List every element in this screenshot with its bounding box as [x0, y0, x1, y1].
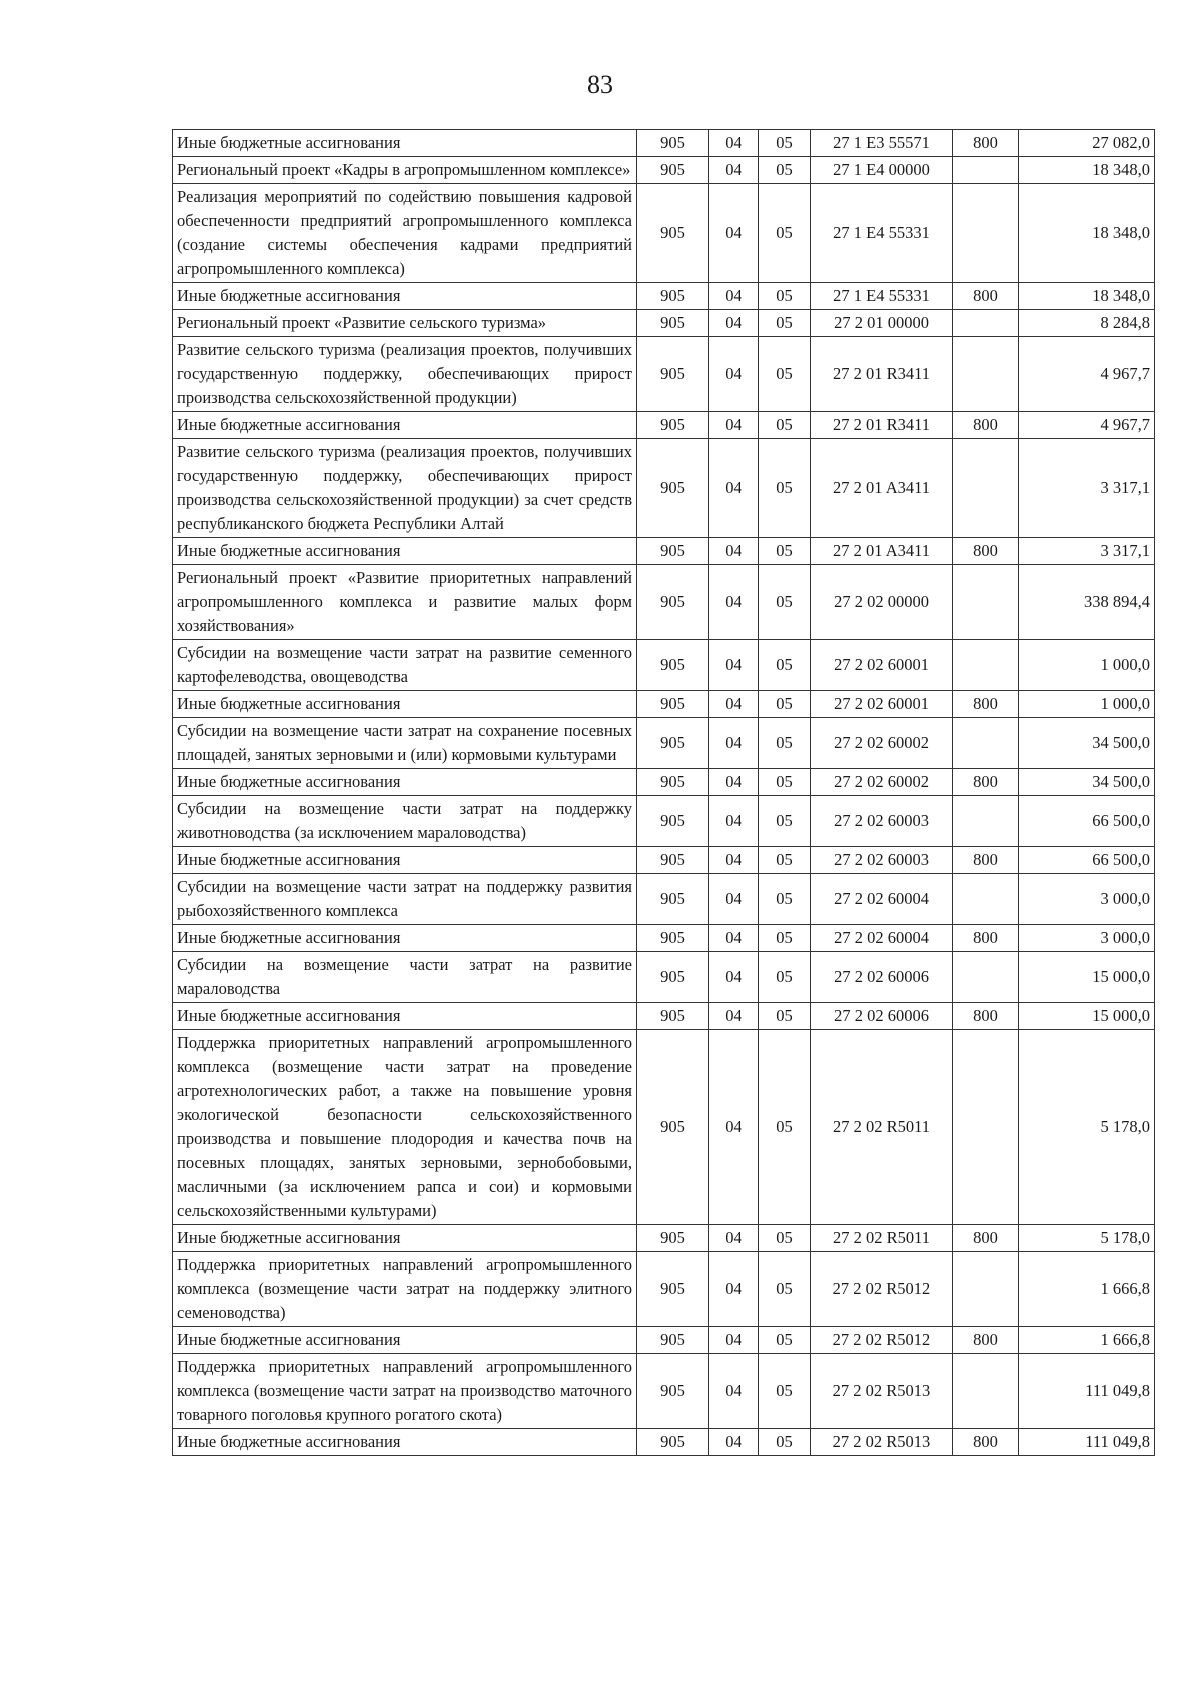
subsection-code-cell: 05: [759, 439, 811, 538]
expense-type-cell: 800: [953, 538, 1019, 565]
table-row: [173, 337, 1155, 412]
grbs-code-cell: 905: [637, 1003, 709, 1030]
subsection-code-cell: 05: [759, 925, 811, 952]
amount-cell: 15 000,0: [1019, 952, 1155, 1003]
subsection-code-cell: 05: [759, 1429, 811, 1456]
expense-type-cell: [953, 565, 1019, 640]
target-article-cell: 27 2 01 R3411: [811, 337, 953, 412]
expense-type-cell: [953, 184, 1019, 283]
grbs-code-cell: 905: [637, 640, 709, 691]
target-article-cell: 27 2 01 A3411: [811, 538, 953, 565]
subsection-code-cell: 05: [759, 1030, 811, 1225]
grbs-code-cell: 905: [637, 565, 709, 640]
amount-cell: 1 666,8: [1019, 1327, 1155, 1354]
target-article-cell: 27 2 01 R3411: [811, 412, 953, 439]
section-code-cell: 04: [709, 952, 759, 1003]
target-article-cell: 27 2 02 R5012: [811, 1252, 953, 1327]
row-name-cell: Иные бюджетные ассигнования: [173, 691, 637, 718]
grbs-code-cell: 905: [637, 1030, 709, 1225]
section-code-cell: 04: [709, 130, 759, 157]
page-number: 83: [587, 70, 613, 99]
expense-type-cell: 800: [953, 691, 1019, 718]
amount-cell: 3 317,1: [1019, 538, 1155, 565]
subsection-code-cell: 05: [759, 283, 811, 310]
section-code-cell: 04: [709, 640, 759, 691]
target-article-cell: 27 2 02 60006: [811, 1003, 953, 1030]
section-code-cell: 04: [709, 157, 759, 184]
grbs-code-cell: 905: [637, 337, 709, 412]
amount-cell: 5 178,0: [1019, 1030, 1155, 1225]
subsection-code-cell: 05: [759, 1354, 811, 1429]
row-name-cell: Иные бюджетные ассигнования: [173, 1003, 637, 1030]
expense-type-cell: 800: [953, 283, 1019, 310]
grbs-code-cell: 905: [637, 691, 709, 718]
amount-cell: 3 317,1: [1019, 439, 1155, 538]
subsection-code-cell: 05: [759, 538, 811, 565]
target-article-cell: 27 1 E4 00000: [811, 157, 953, 184]
target-article-cell: 27 2 02 60002: [811, 718, 953, 769]
grbs-code-cell: 905: [637, 157, 709, 184]
row-name-cell: Субсидии на возмещение части затрат на поддержку животноводства (за исключением мараловодства): [173, 796, 637, 847]
expense-type-cell: 800: [953, 1429, 1019, 1456]
amount-cell: 15 000,0: [1019, 1003, 1155, 1030]
subsection-code-cell: 05: [759, 130, 811, 157]
target-article-cell: 27 2 02 60004: [811, 925, 953, 952]
grbs-code-cell: 905: [637, 439, 709, 538]
section-code-cell: 04: [709, 1252, 759, 1327]
table-row: [173, 283, 1155, 310]
row-name-cell: Субсидии на возмещение части затрат на развитие мараловодства: [173, 952, 637, 1003]
target-article-cell: 27 2 02 R5013: [811, 1354, 953, 1429]
table-row: [173, 1429, 1155, 1456]
section-code-cell: 04: [709, 874, 759, 925]
expense-type-cell: [953, 337, 1019, 412]
expense-type-cell: [953, 952, 1019, 1003]
section-code-cell: 04: [709, 1030, 759, 1225]
target-article-cell: 27 1 E4 55331: [811, 184, 953, 283]
table-row: [173, 847, 1155, 874]
table-row: [173, 796, 1155, 847]
target-article-cell: 27 1 E3 55571: [811, 130, 953, 157]
section-code-cell: 04: [709, 310, 759, 337]
row-name-cell: Региональный проект «Кадры в агропромышленном комплексе»: [173, 157, 637, 184]
row-name-cell: Поддержка приоритетных направлений агропромышленного комплекса (возмещение части затрат на проведение агротехнологических работ, а также на повышение уровня экологической безопасности сельскохозяйственного производства и повышение плодородия и качества почв на посевных площадях, занятых зерновыми, зернобобовыми, масличными (за исключением рапса и сои) и кормовыми сельскохозяйственными культурами): [173, 1030, 637, 1225]
target-article-cell: 27 2 02 R5012: [811, 1327, 953, 1354]
row-name-cell: Региональный проект «Развитие приоритетных направлений агропромышленного комплекса и развитие малых форм хозяйствования»: [173, 565, 637, 640]
grbs-code-cell: 905: [637, 952, 709, 1003]
table-row: [173, 412, 1155, 439]
grbs-code-cell: 905: [637, 847, 709, 874]
expense-type-cell: [953, 1252, 1019, 1327]
row-name-cell: Субсидии на возмещение части затрат на сохранение посевных площадей, занятых зерновыми и (или) кормовыми культурами: [173, 718, 637, 769]
target-article-cell: 27 2 02 60003: [811, 796, 953, 847]
table-row: [173, 769, 1155, 796]
target-article-cell: 27 2 02 R5011: [811, 1225, 953, 1252]
amount-cell: 18 348,0: [1019, 184, 1155, 283]
grbs-code-cell: 905: [637, 769, 709, 796]
budget-table-body: [173, 130, 1155, 1456]
row-name-cell: Поддержка приоритетных направлений агропромышленного комплекса (возмещение части затрат на поддержку элитного семеноводства): [173, 1252, 637, 1327]
subsection-code-cell: 05: [759, 640, 811, 691]
subsection-code-cell: 05: [759, 1225, 811, 1252]
target-article-cell: 27 2 02 60006: [811, 952, 953, 1003]
expense-type-cell: 800: [953, 1003, 1019, 1030]
grbs-code-cell: 905: [637, 718, 709, 769]
target-article-cell: 27 2 02 R5013: [811, 1429, 953, 1456]
grbs-code-cell: 905: [637, 412, 709, 439]
subsection-code-cell: 05: [759, 412, 811, 439]
expense-type-cell: [953, 157, 1019, 184]
section-code-cell: 04: [709, 337, 759, 412]
section-code-cell: 04: [709, 412, 759, 439]
target-article-cell: 27 2 01 A3411: [811, 439, 953, 538]
table-row: [173, 691, 1155, 718]
subsection-code-cell: 05: [759, 157, 811, 184]
section-code-cell: 04: [709, 1327, 759, 1354]
section-code-cell: 04: [709, 718, 759, 769]
amount-cell: 66 500,0: [1019, 796, 1155, 847]
amount-cell: 34 500,0: [1019, 769, 1155, 796]
subsection-code-cell: 05: [759, 796, 811, 847]
grbs-code-cell: 905: [637, 1252, 709, 1327]
amount-cell: 111 049,8: [1019, 1429, 1155, 1456]
section-code-cell: 04: [709, 565, 759, 640]
section-code-cell: 04: [709, 847, 759, 874]
expense-type-cell: 800: [953, 925, 1019, 952]
amount-cell: 338 894,4: [1019, 565, 1155, 640]
section-code-cell: 04: [709, 439, 759, 538]
row-name-cell: Субсидии на возмещение части затрат на поддержку развития рыбохозяйственного комплекса: [173, 874, 637, 925]
subsection-code-cell: 05: [759, 952, 811, 1003]
row-name-cell: Иные бюджетные ассигнования: [173, 283, 637, 310]
expense-type-cell: [953, 718, 1019, 769]
expense-type-cell: [953, 874, 1019, 925]
table-row: [173, 439, 1155, 538]
amount-cell: 1 666,8: [1019, 1252, 1155, 1327]
row-name-cell: Иные бюджетные ассигнования: [173, 925, 637, 952]
section-code-cell: 04: [709, 691, 759, 718]
target-article-cell: 27 1 E4 55331: [811, 283, 953, 310]
grbs-code-cell: 905: [637, 1327, 709, 1354]
row-name-cell: Региональный проект «Развитие сельского туризма»: [173, 310, 637, 337]
amount-cell: 5 178,0: [1019, 1225, 1155, 1252]
grbs-code-cell: 905: [637, 1429, 709, 1456]
section-code-cell: 04: [709, 769, 759, 796]
subsection-code-cell: 05: [759, 718, 811, 769]
row-name-cell: Реализация мероприятий по содействию повышения кадровой обеспеченности предприятий агропромышленного комплекса (создание системы обеспечения кадрами предприятий агропромышленного комплекса): [173, 184, 637, 283]
row-name-cell: Иные бюджетные ассигнования: [173, 847, 637, 874]
table-row: [173, 1003, 1155, 1030]
table-row: [173, 1225, 1155, 1252]
table-row: [173, 310, 1155, 337]
target-article-cell: 27 2 02 60004: [811, 874, 953, 925]
grbs-code-cell: 905: [637, 796, 709, 847]
expense-type-cell: [953, 310, 1019, 337]
expense-type-cell: [953, 796, 1019, 847]
section-code-cell: 04: [709, 283, 759, 310]
amount-cell: 1 000,0: [1019, 640, 1155, 691]
amount-cell: 4 967,7: [1019, 337, 1155, 412]
table-row: [173, 538, 1155, 565]
subsection-code-cell: 05: [759, 691, 811, 718]
expense-type-cell: [953, 1030, 1019, 1225]
amount-cell: 1 000,0: [1019, 691, 1155, 718]
subsection-code-cell: 05: [759, 565, 811, 640]
expense-type-cell: [953, 1354, 1019, 1429]
amount-cell: 3 000,0: [1019, 874, 1155, 925]
expense-type-cell: 800: [953, 1225, 1019, 1252]
row-name-cell: Иные бюджетные ассигнования: [173, 538, 637, 565]
table-row: [173, 130, 1155, 157]
table-row: [173, 1252, 1155, 1327]
row-name-cell: Иные бюджетные ассигнования: [173, 769, 637, 796]
amount-cell: 4 967,7: [1019, 412, 1155, 439]
target-article-cell: 27 2 02 R5011: [811, 1030, 953, 1225]
expense-type-cell: 800: [953, 769, 1019, 796]
grbs-code-cell: 905: [637, 310, 709, 337]
section-code-cell: 04: [709, 1354, 759, 1429]
amount-cell: 3 000,0: [1019, 925, 1155, 952]
grbs-code-cell: 905: [637, 1354, 709, 1429]
amount-cell: 27 082,0: [1019, 130, 1155, 157]
row-name-cell: Поддержка приоритетных направлений агропромышленного комплекса (возмещение части затрат на производство маточного товарного поголовья крупного рогатого скота): [173, 1354, 637, 1429]
table-row: [173, 565, 1155, 640]
row-name-cell: Иные бюджетные ассигнования: [173, 1225, 637, 1252]
table-row: [173, 718, 1155, 769]
table-row: [173, 184, 1155, 283]
section-code-cell: 04: [709, 1429, 759, 1456]
target-article-cell: 27 2 02 60001: [811, 640, 953, 691]
subsection-code-cell: 05: [759, 184, 811, 283]
grbs-code-cell: 905: [637, 283, 709, 310]
grbs-code-cell: 905: [637, 1225, 709, 1252]
subsection-code-cell: 05: [759, 1003, 811, 1030]
row-name-cell: Иные бюджетные ассигнования: [173, 1429, 637, 1456]
section-code-cell: 04: [709, 1225, 759, 1252]
amount-cell: 34 500,0: [1019, 718, 1155, 769]
grbs-code-cell: 905: [637, 130, 709, 157]
row-name-cell: Развитие сельского туризма (реализация проектов, получивших государственную поддержку, обеспечивающих прирост производства сельскохозяйственной продукции) за счет средств республиканского бюджета Республики Алтай: [173, 439, 637, 538]
table-row: [173, 157, 1155, 184]
subsection-code-cell: 05: [759, 847, 811, 874]
row-name-cell: Иные бюджетные ассигнования: [173, 1327, 637, 1354]
table-row: [173, 874, 1155, 925]
table-row: [173, 640, 1155, 691]
expense-type-cell: 800: [953, 847, 1019, 874]
budget-table: [172, 129, 1155, 1456]
expense-type-cell: [953, 640, 1019, 691]
target-article-cell: 27 2 02 60003: [811, 847, 953, 874]
amount-cell: 18 348,0: [1019, 157, 1155, 184]
table-row: [173, 925, 1155, 952]
expense-type-cell: 800: [953, 1327, 1019, 1354]
table-row: [173, 952, 1155, 1003]
section-code-cell: 04: [709, 184, 759, 283]
section-code-cell: 04: [709, 925, 759, 952]
target-article-cell: 27 2 02 60002: [811, 769, 953, 796]
grbs-code-cell: 905: [637, 538, 709, 565]
table-row: [173, 1327, 1155, 1354]
grbs-code-cell: 905: [637, 874, 709, 925]
grbs-code-cell: 905: [637, 925, 709, 952]
subsection-code-cell: 05: [759, 874, 811, 925]
subsection-code-cell: 05: [759, 310, 811, 337]
target-article-cell: 27 2 02 00000: [811, 565, 953, 640]
section-code-cell: 04: [709, 1003, 759, 1030]
amount-cell: 18 348,0: [1019, 283, 1155, 310]
section-code-cell: 04: [709, 538, 759, 565]
amount-cell: 66 500,0: [1019, 847, 1155, 874]
row-name-cell: Иные бюджетные ассигнования: [173, 130, 637, 157]
grbs-code-cell: 905: [637, 184, 709, 283]
row-name-cell: Субсидии на возмещение части затрат на развитие семенного картофелеводства, овощеводства: [173, 640, 637, 691]
row-name-cell: Иные бюджетные ассигнования: [173, 412, 637, 439]
table-row: [173, 1030, 1155, 1225]
expense-type-cell: 800: [953, 130, 1019, 157]
row-name-cell: Развитие сельского туризма (реализация проектов, получивших государственную поддержку, обеспечивающих прирост производства сельскохозяйственной продукции): [173, 337, 637, 412]
target-article-cell: 27 2 02 60001: [811, 691, 953, 718]
section-code-cell: 04: [709, 796, 759, 847]
subsection-code-cell: 05: [759, 1327, 811, 1354]
amount-cell: 111 049,8: [1019, 1354, 1155, 1429]
amount-cell: 8 284,8: [1019, 310, 1155, 337]
subsection-code-cell: 05: [759, 337, 811, 412]
target-article-cell: 27 2 01 00000: [811, 310, 953, 337]
expense-type-cell: 800: [953, 412, 1019, 439]
expense-type-cell: [953, 439, 1019, 538]
subsection-code-cell: 05: [759, 1252, 811, 1327]
subsection-code-cell: 05: [759, 769, 811, 796]
table-row: [173, 1354, 1155, 1429]
